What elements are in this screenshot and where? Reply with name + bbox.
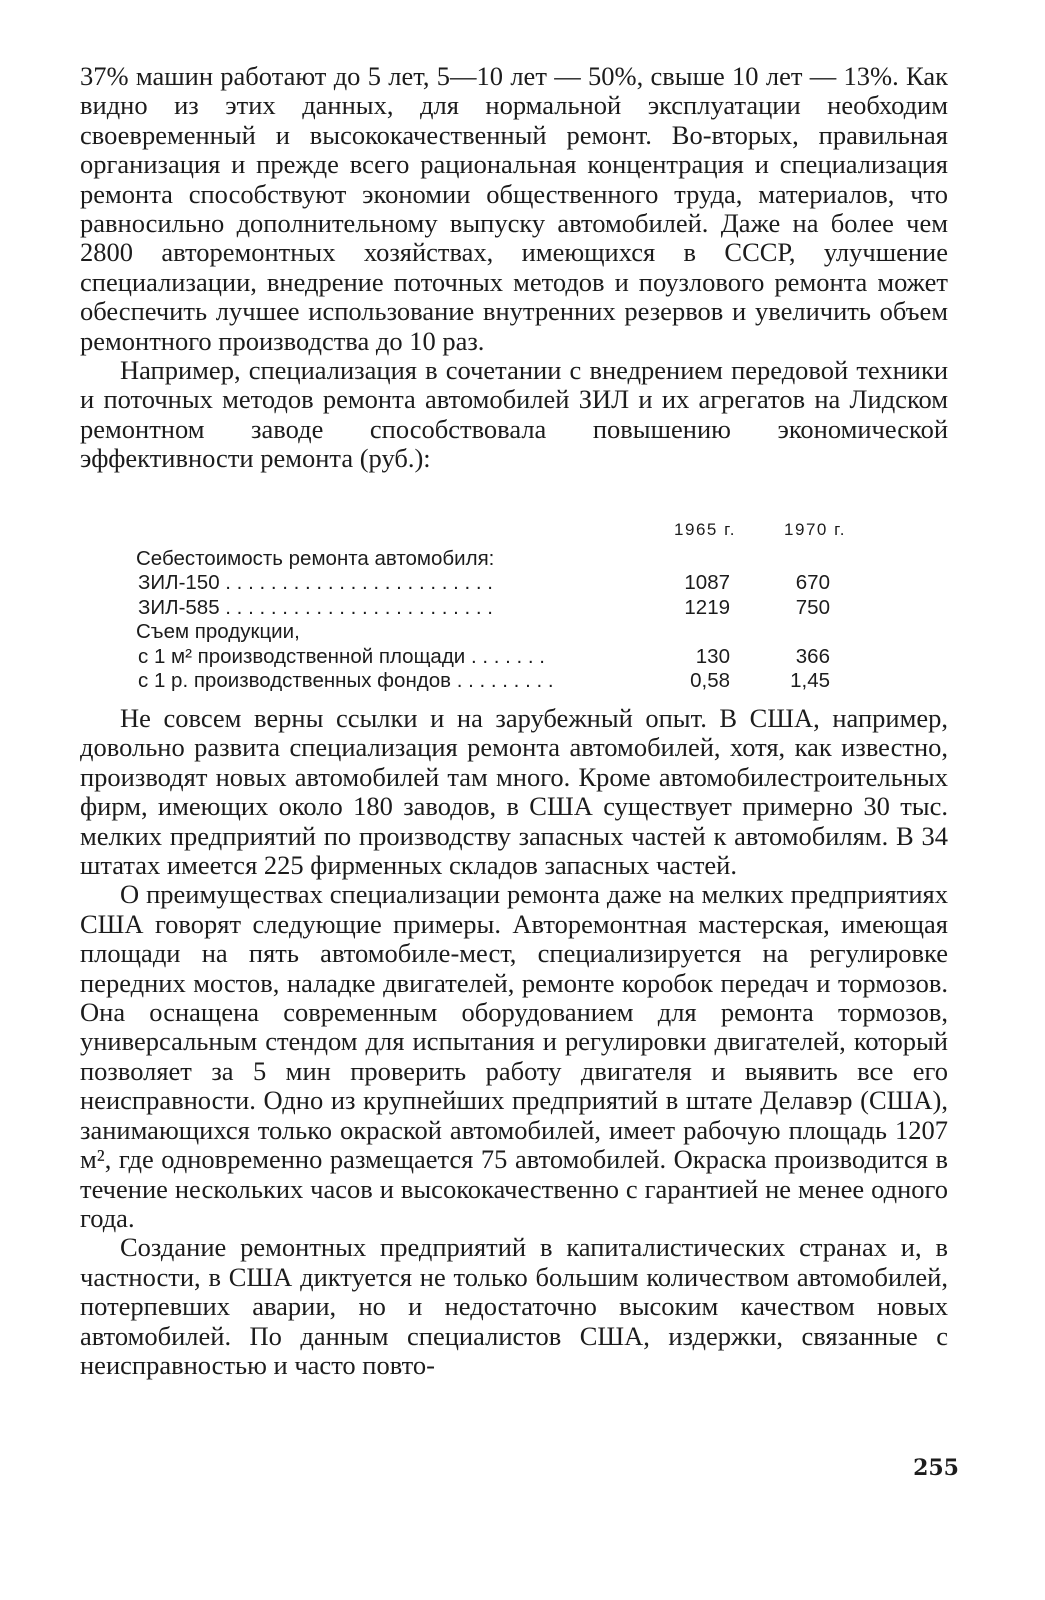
paragraph-4: О преимуществах специализации ремонта даже на мелких предприятиях США говорят следующие примеры. Авторемонтная мастерская, имеющая площади на пять автомобиле-мест, специализируется на регулировке передних мостов, наладке двигателей, ремонте коробок передач и тормозов. Она оснащена современным оборудованием для ремонта тормозов, универсальным стендом для испытания и регулировки двигателей, который позволяет за 5 мин проверить работу двигателя и выявить все его неисправности. Одно из крупнейших предприятий в штате Делавэр (США), занимающихся только окраской автомобилей, имеет рабочую площадь 1207 м², где одновременно размещается 75 автомобилей. Окраска производится в течение нескольких часов и высококачественно с гарантией не менее одного года. — [80, 879, 948, 1233]
paragraph-2: Например, специализация в сочетании с внедрением передовой техники и поточных методов ремонта автомобилей ЗИЛ и их агрегатов на Лидском ремонтном заводе способствовала повышению экономической эффективности ремонта (руб.): — [80, 355, 948, 474]
row-label: Съем продукции, — [136, 620, 300, 643]
paragraph-5: Создание ремонтных предприятий в капиталистических странах и, в частности, в США диктуется не только большим количеством автомобилей, потерпевших аварии, но и недостаточно высоким качеством новых автомобилей. По данным специалистов США, издержки, связанные с неисправностью и часто повто- — [80, 1232, 948, 1380]
table-row — [80, 645, 870, 670]
repair-efficiency-table — [80, 518, 870, 694]
year-1970-header: 1970 г. — [784, 520, 846, 539]
row-label: ЗИЛ-150 . . . . . . . . . . . . . . . . . . . . . . . . — [138, 571, 493, 594]
table-row — [80, 596, 870, 621]
row-label: с 1 м² производственной площади . . . . . . . — [138, 644, 545, 668]
top-text — [80, 62, 948, 474]
value-1965: 0,58 — [690, 669, 730, 692]
row-label: с 1 р. производственных фондов . . . . . . . . . — [138, 669, 554, 692]
value-1965: 1087 — [684, 571, 730, 594]
value-1970: 1,45 — [790, 669, 830, 692]
value-1965: 130 — [695, 644, 730, 668]
bottom-text — [80, 704, 948, 1380]
table-row — [80, 547, 870, 572]
value-1965: 1219 — [684, 595, 730, 619]
table-row — [80, 669, 870, 694]
table-row — [80, 571, 870, 596]
year-1965-header: 1965 г. — [674, 520, 736, 539]
value-1970: 366 — [795, 644, 830, 668]
table-body — [80, 547, 870, 694]
value-1970: 750 — [795, 595, 830, 619]
row-label: ЗИЛ-585 . . . . . . . . . . . . . . . . . . . . . . . . — [138, 595, 493, 619]
paragraph-1: 37% машин работают до 5 лет, 5—10 лет — 50%, свыше 10 лет — 13%. Как видно из этих данных, для нормальной эксплуатации необходим своевременный и высококачественный ремонт. Во-вторых, правильная организация и прежде всего рациональная концентрация и специализация ремонта способствуют экономии общественного труда, материалов, что равносильно дополнительному выпуску автомобилей. Даже на более чем 2800 авторемонтных хозяйствах, имеющихся в СССР, улучшение специализации, внедрение поточных методов и поузлового ремонта может обеспечить лучшее использование внутренних резервов и увеличить объем ремонтного производства до 10 раз. — [80, 61, 948, 356]
page-number: 255 — [913, 1455, 959, 1481]
paragraph-3: Не совсем верны ссылки и на зарубежный опыт. В США, например, довольно развита специализация ремонта автомобилей, хотя, как известно, производят новых автомобилей там много. Кроме автомобилестроительных фирм, имеющих около 180 заводов, в США существует примерно 30 тыс. мелких предприятий по производству запасных частей к автомобилям. В 34 штатах имеется 225 фирменных складов запасных частей. — [80, 703, 948, 881]
table-row — [80, 620, 870, 645]
row-label: Себестоимость ремонта автомобиля: — [136, 546, 495, 570]
table-header — [80, 518, 870, 543]
value-1970: 670 — [795, 571, 830, 594]
